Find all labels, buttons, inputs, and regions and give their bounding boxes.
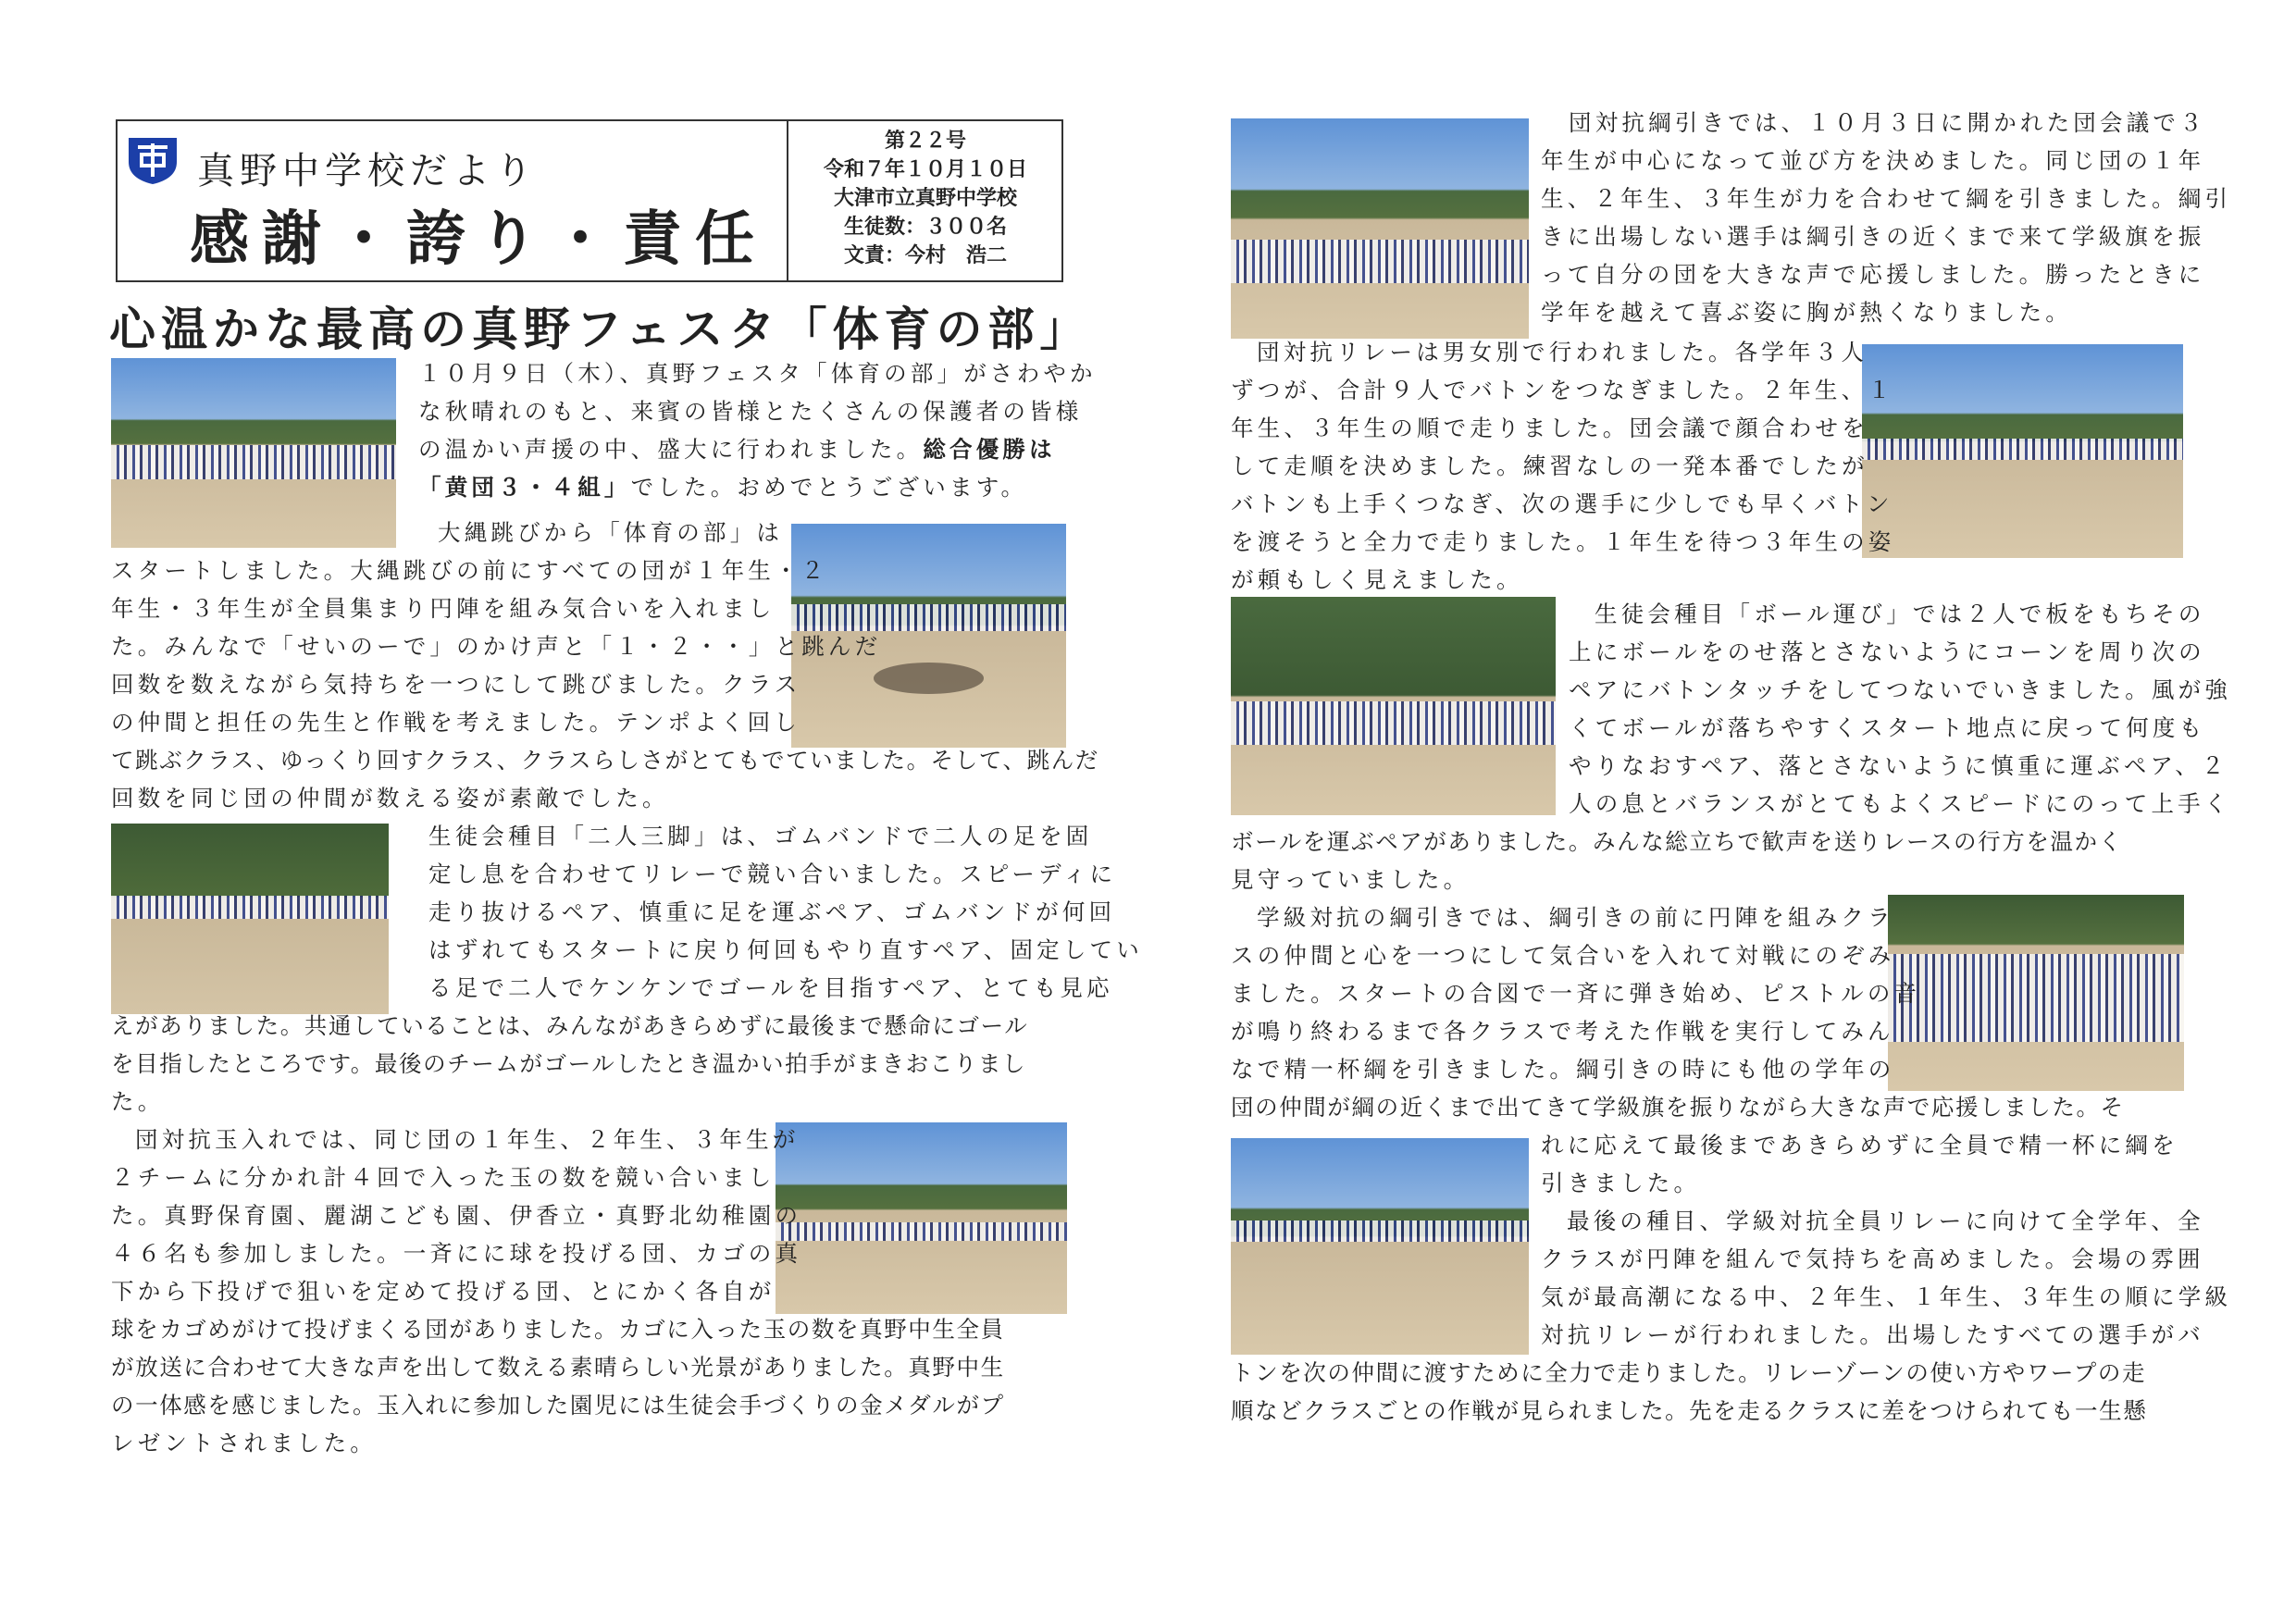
text-line: が放送に合わせて大きな声を出して数える素晴らしい光景がありました。真野中生 [111, 1354, 1005, 1381]
text-line: スの仲間と心を一つにして気合いを入れて対戦にのぞみ [1231, 942, 1895, 969]
text-line: た。 [111, 1088, 165, 1115]
text-line: た。真野保育園、麗湖こども園、伊香立・真野北幼稚園の [111, 1202, 802, 1229]
text-line: 団対抗綱引きでは、１０月３日に開かれた団会議で３ [1569, 109, 2206, 136]
paragraph-team-relay [1231, 333, 1895, 599]
text-line: た。みんなで「せいのーで」のかけ声と「１・２・・」と跳んだ [111, 633, 882, 660]
photo-team-relay [1862, 344, 2183, 558]
paragraph-long-rope-body [111, 551, 1099, 817]
text-line: 下から下投げで狙いを定めて投げる団、とにかく各自が [111, 1278, 776, 1305]
text-line: ずつが、合計９人でバトンをつなぎました。２年生、１ [1231, 377, 1895, 403]
text-line: の仲間と担任の先生と作戦を考えました。テンポよく回し [111, 709, 800, 736]
text-line: ペアにバトンタッチをしてつないでいきました。風が強 [1569, 676, 2232, 703]
paragraph-class-relay [1541, 1202, 2231, 1354]
text-line: 定し息を合わせてリレーで競い合いました。スピーディに [428, 861, 1117, 887]
text-line: を渡そうと全力で走りました。１年生を待つ３年生の姿 [1231, 528, 1895, 555]
text-line: 対抗リレーが行われました。出場したすべての選手がバ [1541, 1321, 2205, 1348]
issue-number: 第２２号 [884, 130, 966, 153]
text-line: 「黄団３・４組」でした。おめでとうございます。 [418, 474, 1028, 501]
text-line: な秋晴れのもと、来賓の皆様とたくさんの保護者の皆様 [418, 398, 1083, 425]
text-line: 気が最高潮になる中、２年生、１年生、３年生の順に学級 [1541, 1283, 2232, 1310]
text-line: くてボールが落ちやすくスタート地点に戻って何度も [1569, 714, 2206, 741]
text-line: 回数を同じ団の仲間が数える姿が素敵でした。 [111, 785, 669, 812]
text-line: る足で二人でケンケンでゴールを目指すペア、とても見応 [428, 974, 1113, 1001]
text-line: 団対抗リレーは男女別で行われました。各学年３人 [1257, 339, 1868, 365]
text-line: って自分の団を大きな声で応援しました。勝ったときに [1541, 261, 2205, 288]
text-line: えがありました。共通していることは、みんながあきらめずに最後まで懸命にゴール [111, 1012, 1029, 1039]
paragraph-class-tug-of-war-end [1541, 1126, 2178, 1202]
text-line: 大縄跳びから「体育の部」は [438, 519, 784, 546]
text-line: が頼もしく見えました。 [1231, 566, 1523, 593]
text-line: ２チームに分かれ計４回で入った玉の数を競い合いまし [111, 1164, 776, 1191]
text-line: ボールを運ぶペアがありました。みんな総立ちで歓声を送りレースの行方を温かく [1231, 828, 2123, 855]
paragraph-long-rope [438, 514, 783, 551]
paragraph-three-legged [428, 817, 1143, 1007]
text-line: 年生・３年生が全員集まり円陣を組み気合いを入れまし [111, 595, 776, 622]
text-line: 生徒会種目「ボール運び」では２人で板をもちその [1595, 601, 2205, 627]
text-line: きに出場しない選手は綱引きの近くまで来て学級旗を振 [1541, 223, 2205, 250]
photo-opening-ceremony [111, 358, 396, 548]
text-line: 人の息とバランスがとてもよくスピードにのって上手く [1569, 790, 2231, 817]
paragraph-tug-of-war [1541, 104, 2231, 331]
text-line: 上にボールをのせ落とさないようにコーンを周り次の [1569, 638, 2205, 665]
text-line: 走り抜けるペア、慎重に足を運ぶペア、ゴムバンドが何回 [428, 898, 1116, 925]
text-line: 最後の種目、学級対抗全員リレーに向けて全学年、全 [1567, 1208, 2204, 1234]
text-line: 団対抗玉入れでは、同じ団の１年生、２年生、３年生が [135, 1126, 800, 1153]
author: 文責：今村 浩二 [843, 244, 1007, 267]
text-line: 学級対抗の綱引きでは、綱引きの前に円陣を組みクラ [1257, 904, 1894, 931]
article-headline: 心温かな最高の真野フェスタ「体育の部」 [109, 302, 1092, 356]
photo-class-relay [1231, 1138, 1529, 1355]
text-line: 回数を数えながら気持ちを一つにして跳びました。クラス [111, 671, 801, 698]
text-line: レゼントされました。 [111, 1430, 377, 1456]
text-line: １０月９日（木）、真野フェスタ「体育の部」がさわやか [418, 360, 1097, 387]
text-line: クラスが円陣を組んで気持ちを高めました。会場の雰囲 [1541, 1245, 2204, 1272]
photo-three-legged-race [111, 824, 389, 1014]
text-line: して走順を決めました。練習なしの一発本番でしたが [1231, 452, 1868, 479]
text-line: 球をカゴめがけて投げまくる団がありました。カゴに入った玉の数を真野中生全員 [111, 1316, 1005, 1343]
school-emblem-icon [125, 134, 180, 186]
text-line: 年生が中心になって並び方を決めました。同じ団の１年 [1541, 147, 2205, 174]
photo-tug-of-war-team [1231, 118, 1529, 339]
text-line: 年生、３年生の順で走りました。団会議で顔合わせを [1231, 415, 1868, 441]
text-line: 学年を越えて喜ぶ姿に胸が熱くなりました。 [1541, 299, 2072, 326]
header-divider [787, 121, 788, 280]
text-line: やりなおすペア、落とさないように慎重に運ぶペア、２ [1569, 752, 2228, 779]
text-line: て跳ぶクラス、ゆっくり回すクラス、クラスらしさがとてもでていました。そして、跳んだ [111, 747, 1099, 774]
paragraph-ball-carry-body [1231, 823, 2123, 898]
paragraph-class-tug-of-war [1231, 898, 2125, 1126]
paragraph-ball-carry [1569, 595, 2231, 823]
paragraph-class-relay-body [1231, 1354, 2147, 1430]
paragraph-ball-toss [111, 1121, 1005, 1462]
issue-date: 令和７年１０月１０日 [823, 158, 1027, 181]
text-line: なで精一杯綱を引きました。綱引きの時にも他の学年の [1231, 1056, 1895, 1083]
text-line: れに応えて最後まであきらめずに全員で精一杯に綱を [1541, 1132, 2178, 1158]
text-line: 引きました。 [1541, 1170, 1701, 1196]
text-line: 順などクラスごとの作戦が見られました。先を走るクラスに差をつけられても一生懸 [1231, 1397, 2148, 1424]
text-line: ４６名も参加しました。一斉にに球を投げる団、カゴの真 [111, 1240, 802, 1267]
text-line: はずれてもスタートに戻り何回もやり直すペア、固定してい [428, 936, 1143, 963]
text-line: の一体感を感じました。玉入れに参加した園児には生徒会手づくりの金メダルがプ [111, 1392, 1005, 1419]
text-line: 見守っていました。 [1231, 866, 1471, 893]
photo-ball-carry [1231, 597, 1556, 815]
text-line: が鳴り終わるまで各クラスで考えた作戦を実行してみん [1231, 1018, 1894, 1045]
text-line: トンを次の仲間に渡すために全力で走りました。リレーゾーンの使い方やワープの走 [1231, 1359, 2147, 1386]
student-count: 生徒数：３００名 [843, 216, 1007, 239]
text-line: を目指したところです。最後のチームがゴールしたとき温かい拍手がまきおこりまし [111, 1050, 1027, 1077]
school-full-name: 大津市立真野中学校 [833, 187, 1017, 210]
text-line: ました。スタートの合図で一斉に弾き始め、ピストルの音 [1231, 980, 1921, 1007]
text-line: の温かい声援の中、盛大に行われました。総合優勝は [418, 436, 1056, 463]
newsletter-header [116, 119, 1063, 282]
text-line: 団の仲間が綱の近くまで出てきて学級旗を振りながら大きな声で応援しました。そ [1231, 1094, 2125, 1121]
motto: 感謝・誇り・責任 [190, 204, 767, 274]
paragraph-opening [418, 354, 1097, 506]
text-line: バトンも上手くつなぎ、次の選手に少しでも早くバトン [1231, 490, 1893, 517]
school-name: 真野中学校だより [197, 150, 538, 192]
paragraph-three-legged-body [111, 1007, 1028, 1121]
text-line: 生徒会種目「二人三脚」は、ゴムバンドで二人の足を固 [428, 823, 1093, 849]
text-line: スタートしました。大縄跳びの前にすべての団が１年生・２ [111, 557, 828, 584]
issue-info [790, 127, 1061, 270]
text-line: 生、２年生、３年生が力を合わせて綱を引きました。綱引 [1541, 185, 2232, 212]
